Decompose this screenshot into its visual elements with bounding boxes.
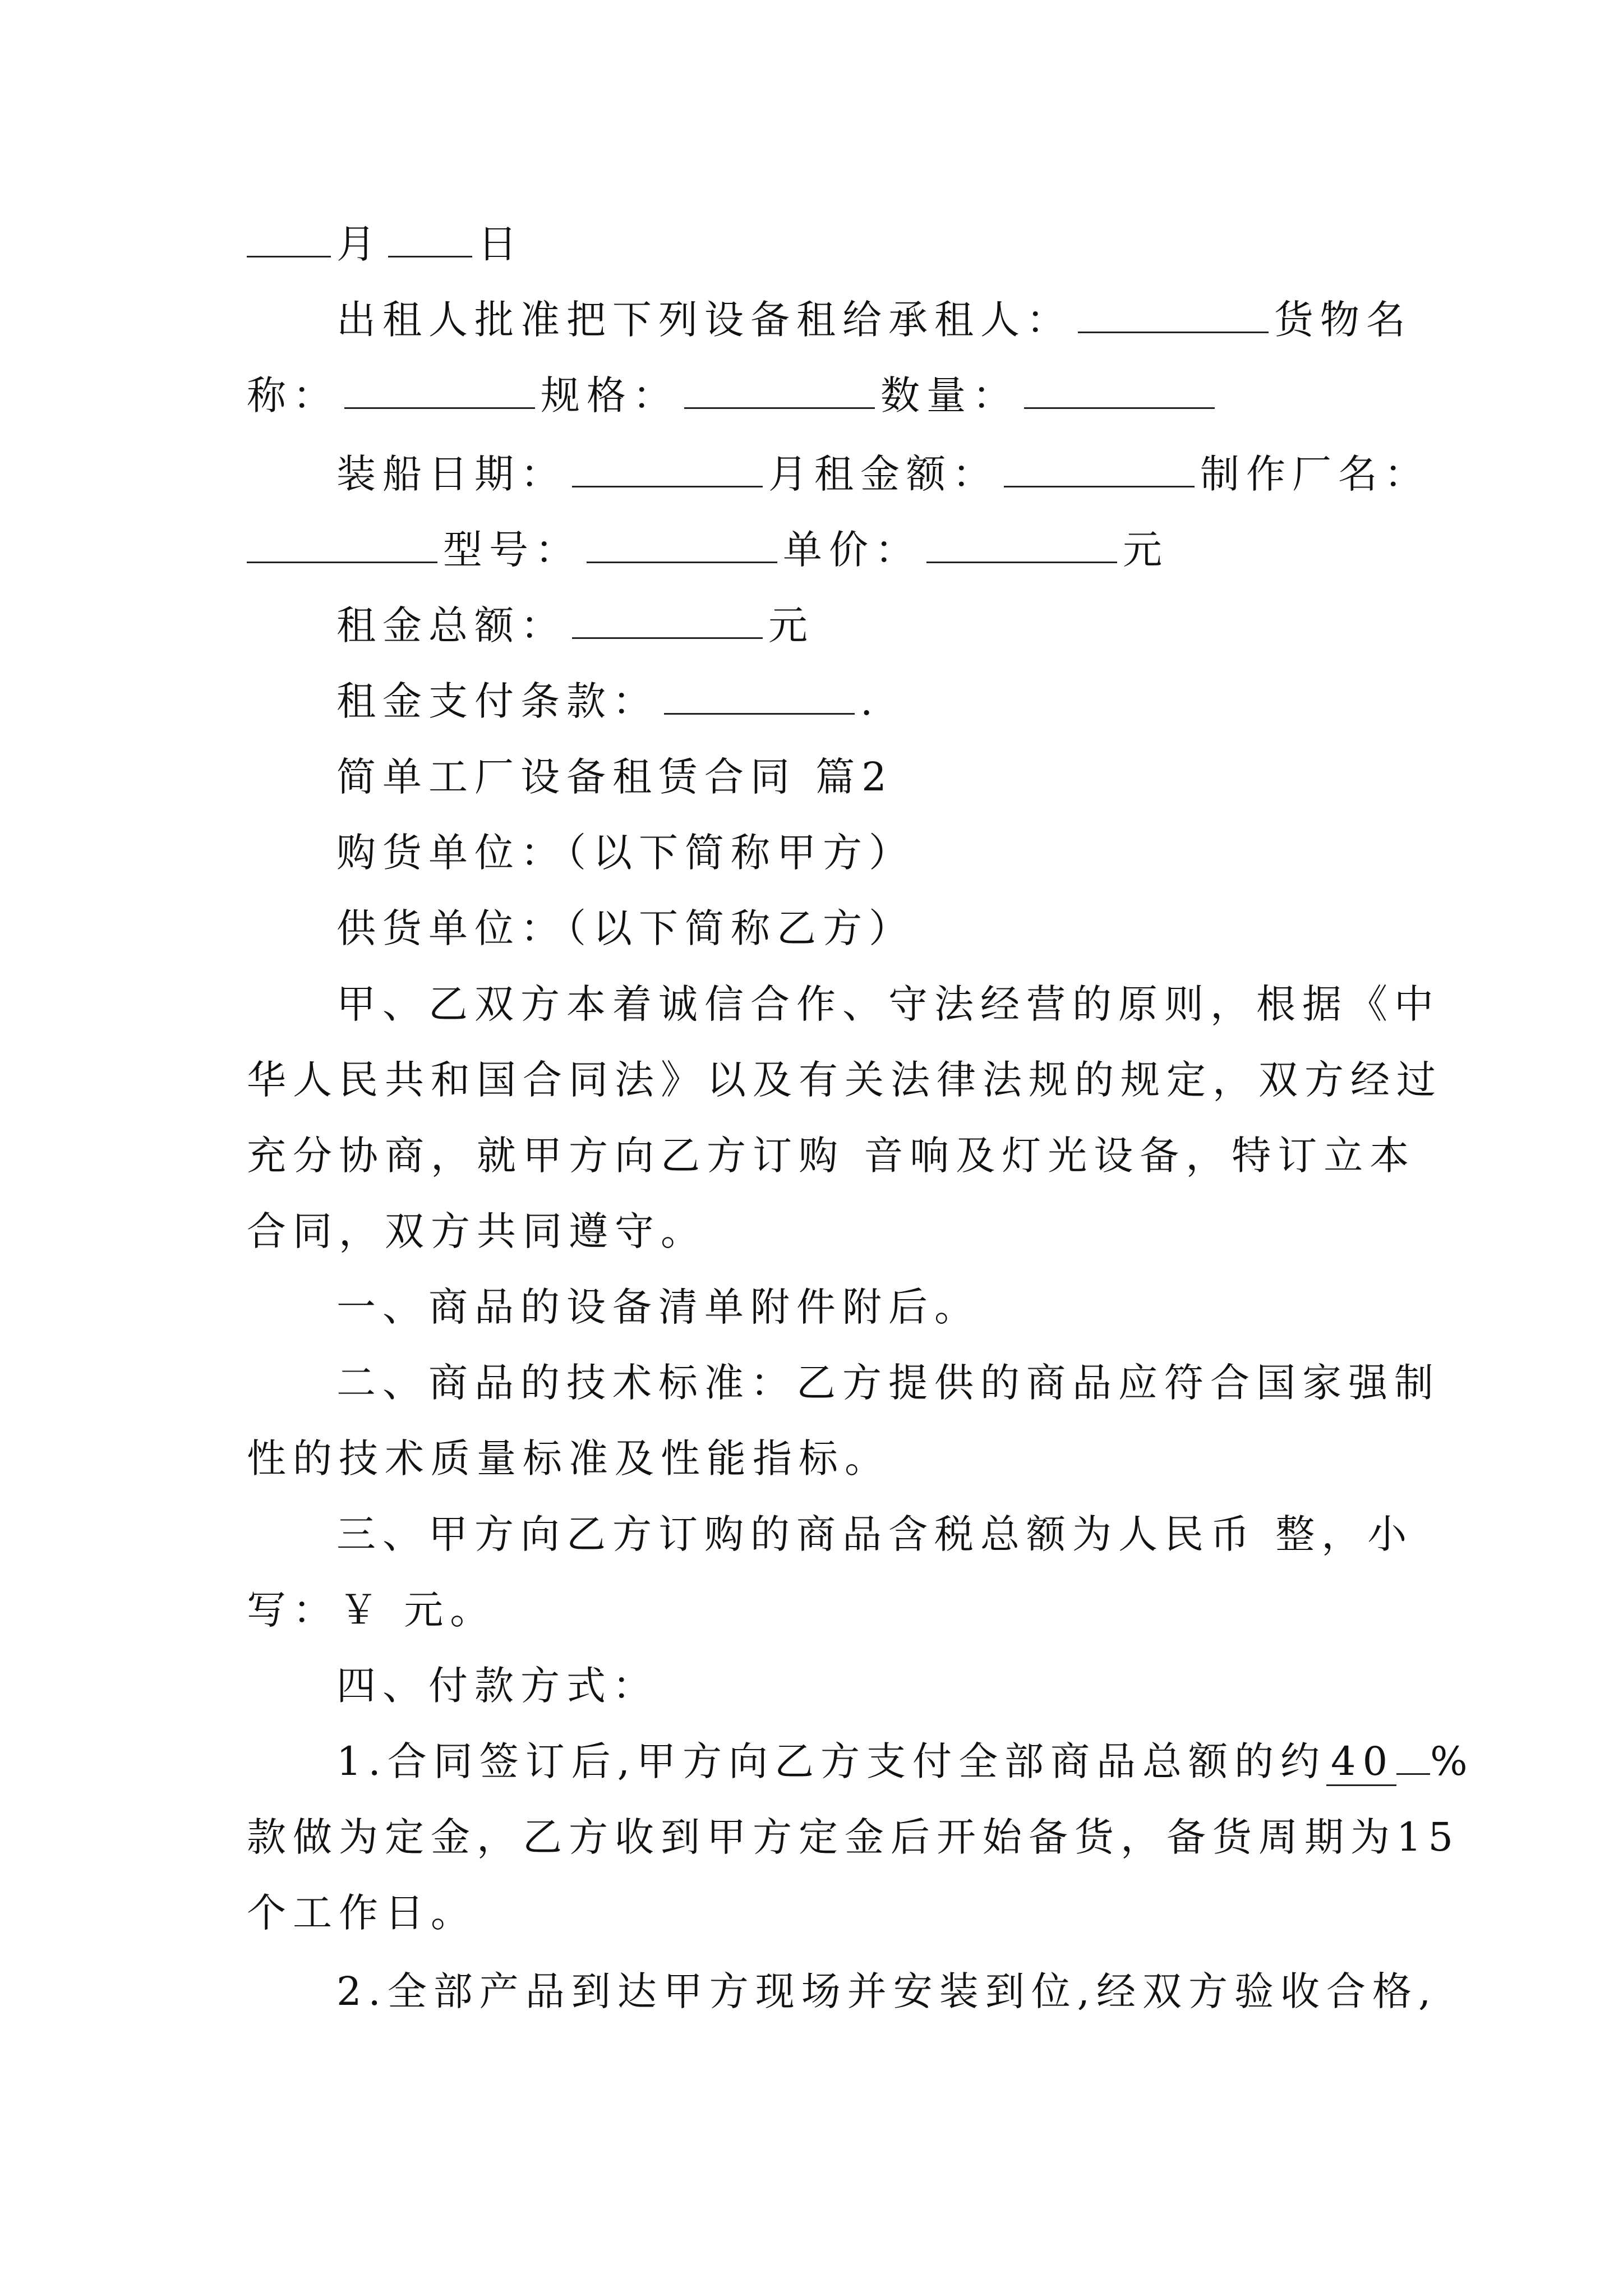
payment-item-1 [0, 1728, 1623, 1795]
clause-3-text: 写：￥ 元。 [247, 1587, 496, 1633]
day-label: 日 [478, 221, 524, 267]
goods-name-label-end: 称： [247, 372, 339, 418]
payment-item-2-text: 2.全部产品到达甲方现场并安装到位,经双方验收合格, [336, 1968, 1438, 2014]
paragraph-text: 华人民共和国合同法》以及有关法律法规的规定，双方经过 [247, 1057, 1442, 1103]
payment-item-1-text: 个工作日。 [247, 1890, 477, 1936]
date-line [0, 210, 1623, 278]
goods-name-blank [344, 372, 535, 409]
clause-2-text: 二、商品的技术标准：乙方提供的商品应符合国家强制 [336, 1360, 1440, 1406]
goods-name-label-start: 货物名 [1274, 297, 1412, 343]
model-blank [587, 527, 777, 563]
clause-4-text: 四、付款方式： [336, 1663, 658, 1709]
model-label: 型号： [443, 527, 581, 573]
goods-spec-line [0, 362, 1623, 429]
deposit-percent-value: 40 [1326, 1738, 1396, 1786]
supplier-line [0, 895, 1623, 962]
paragraph-line [0, 970, 1623, 1038]
total-rent-currency: 元 [768, 602, 814, 648]
payment-item-1-continued [0, 1803, 1623, 1871]
unit-price-blank [926, 527, 1117, 563]
manufacturer-blank [247, 527, 437, 563]
quantity-label: 数量： [880, 372, 1018, 418]
total-rent-blank [572, 602, 763, 639]
month-label: 月 [336, 221, 382, 267]
deposit-percent-sign: % [1430, 1738, 1474, 1784]
payment-item-1-continued [0, 1879, 1623, 1947]
paragraph-line [0, 1198, 1623, 1265]
total-rent-label: 租金总额： [336, 602, 566, 648]
section-title-text: 简单工厂设备租赁合同 篇2 [336, 754, 893, 800]
manufacturer-label: 制作厂名： [1200, 451, 1430, 497]
clause-3-line [0, 1501, 1623, 1568]
clause-2-line [0, 1349, 1623, 1416]
shipping-line [0, 440, 1623, 508]
payment-item-1-text: 1.合同签订后,甲方向乙方支付全部商品总额的约 [336, 1738, 1327, 1784]
clause-3-text: 三、甲方向乙方订购的商品含税总额为人民币 整，小 [336, 1511, 1414, 1557]
day-blank [388, 221, 472, 257]
payment-item-2 [0, 1958, 1623, 2025]
clause-1-text: 一、商品的设备清单附件附后。 [336, 1284, 980, 1330]
monthly-rent-blank [1004, 451, 1195, 487]
payment-terms-blank [664, 678, 855, 715]
deposit-percent-blank [1396, 1738, 1430, 1775]
paragraph-line [0, 1046, 1623, 1114]
lease-intro-text: 出租人批准把下列设备租给承租人： [336, 297, 1072, 343]
clause-2-text: 性的技术质量标准及性能指标。 [247, 1435, 891, 1481]
section-title [0, 743, 1623, 811]
lease-intro-line [0, 286, 1623, 353]
monthly-rent-label: 月租金额： [768, 451, 998, 497]
payment-terms-period: . [860, 678, 880, 724]
paragraph-text: 充分协商，就甲方向乙方订购 音响及灯光设备，特订立本 [247, 1133, 1416, 1179]
paragraph-text: 合同，双方共同遵守。 [247, 1208, 707, 1254]
quantity-blank [1024, 372, 1215, 409]
payment-terms-line [0, 668, 1623, 735]
clause-2-continued [0, 1425, 1623, 1492]
payment-terms-label: 租金支付条款： [336, 678, 658, 724]
payment-item-1-text: 款做为定金，乙方收到甲方定金后开始备货，备货周期为15 [247, 1814, 1460, 1860]
paragraph-text: 甲、乙双方本着诚信合作、守法经营的原则，根据《中 [336, 981, 1440, 1027]
model-price-line [0, 516, 1623, 583]
month-blank [247, 221, 331, 257]
shipping-date-blank [572, 451, 763, 487]
supplier-text: 供货单位：（以下简称乙方） [336, 905, 915, 951]
total-rent-line [0, 592, 1623, 659]
buyer-text: 购货单位：（以下简称甲方） [336, 830, 915, 876]
spec-blank [684, 372, 875, 409]
spec-label: 规格： [541, 372, 679, 418]
shipping-date-label: 装船日期： [336, 451, 566, 497]
clause-1-line [0, 1273, 1623, 1341]
paragraph-line [0, 1122, 1623, 1189]
unit-price-currency: 元 [1123, 527, 1169, 573]
clause-3-continued [0, 1576, 1623, 1644]
lessee-blank [1078, 297, 1269, 333]
clause-4-line [0, 1652, 1623, 1719]
buyer-line [0, 819, 1623, 886]
unit-price-label: 单价： [783, 527, 921, 573]
